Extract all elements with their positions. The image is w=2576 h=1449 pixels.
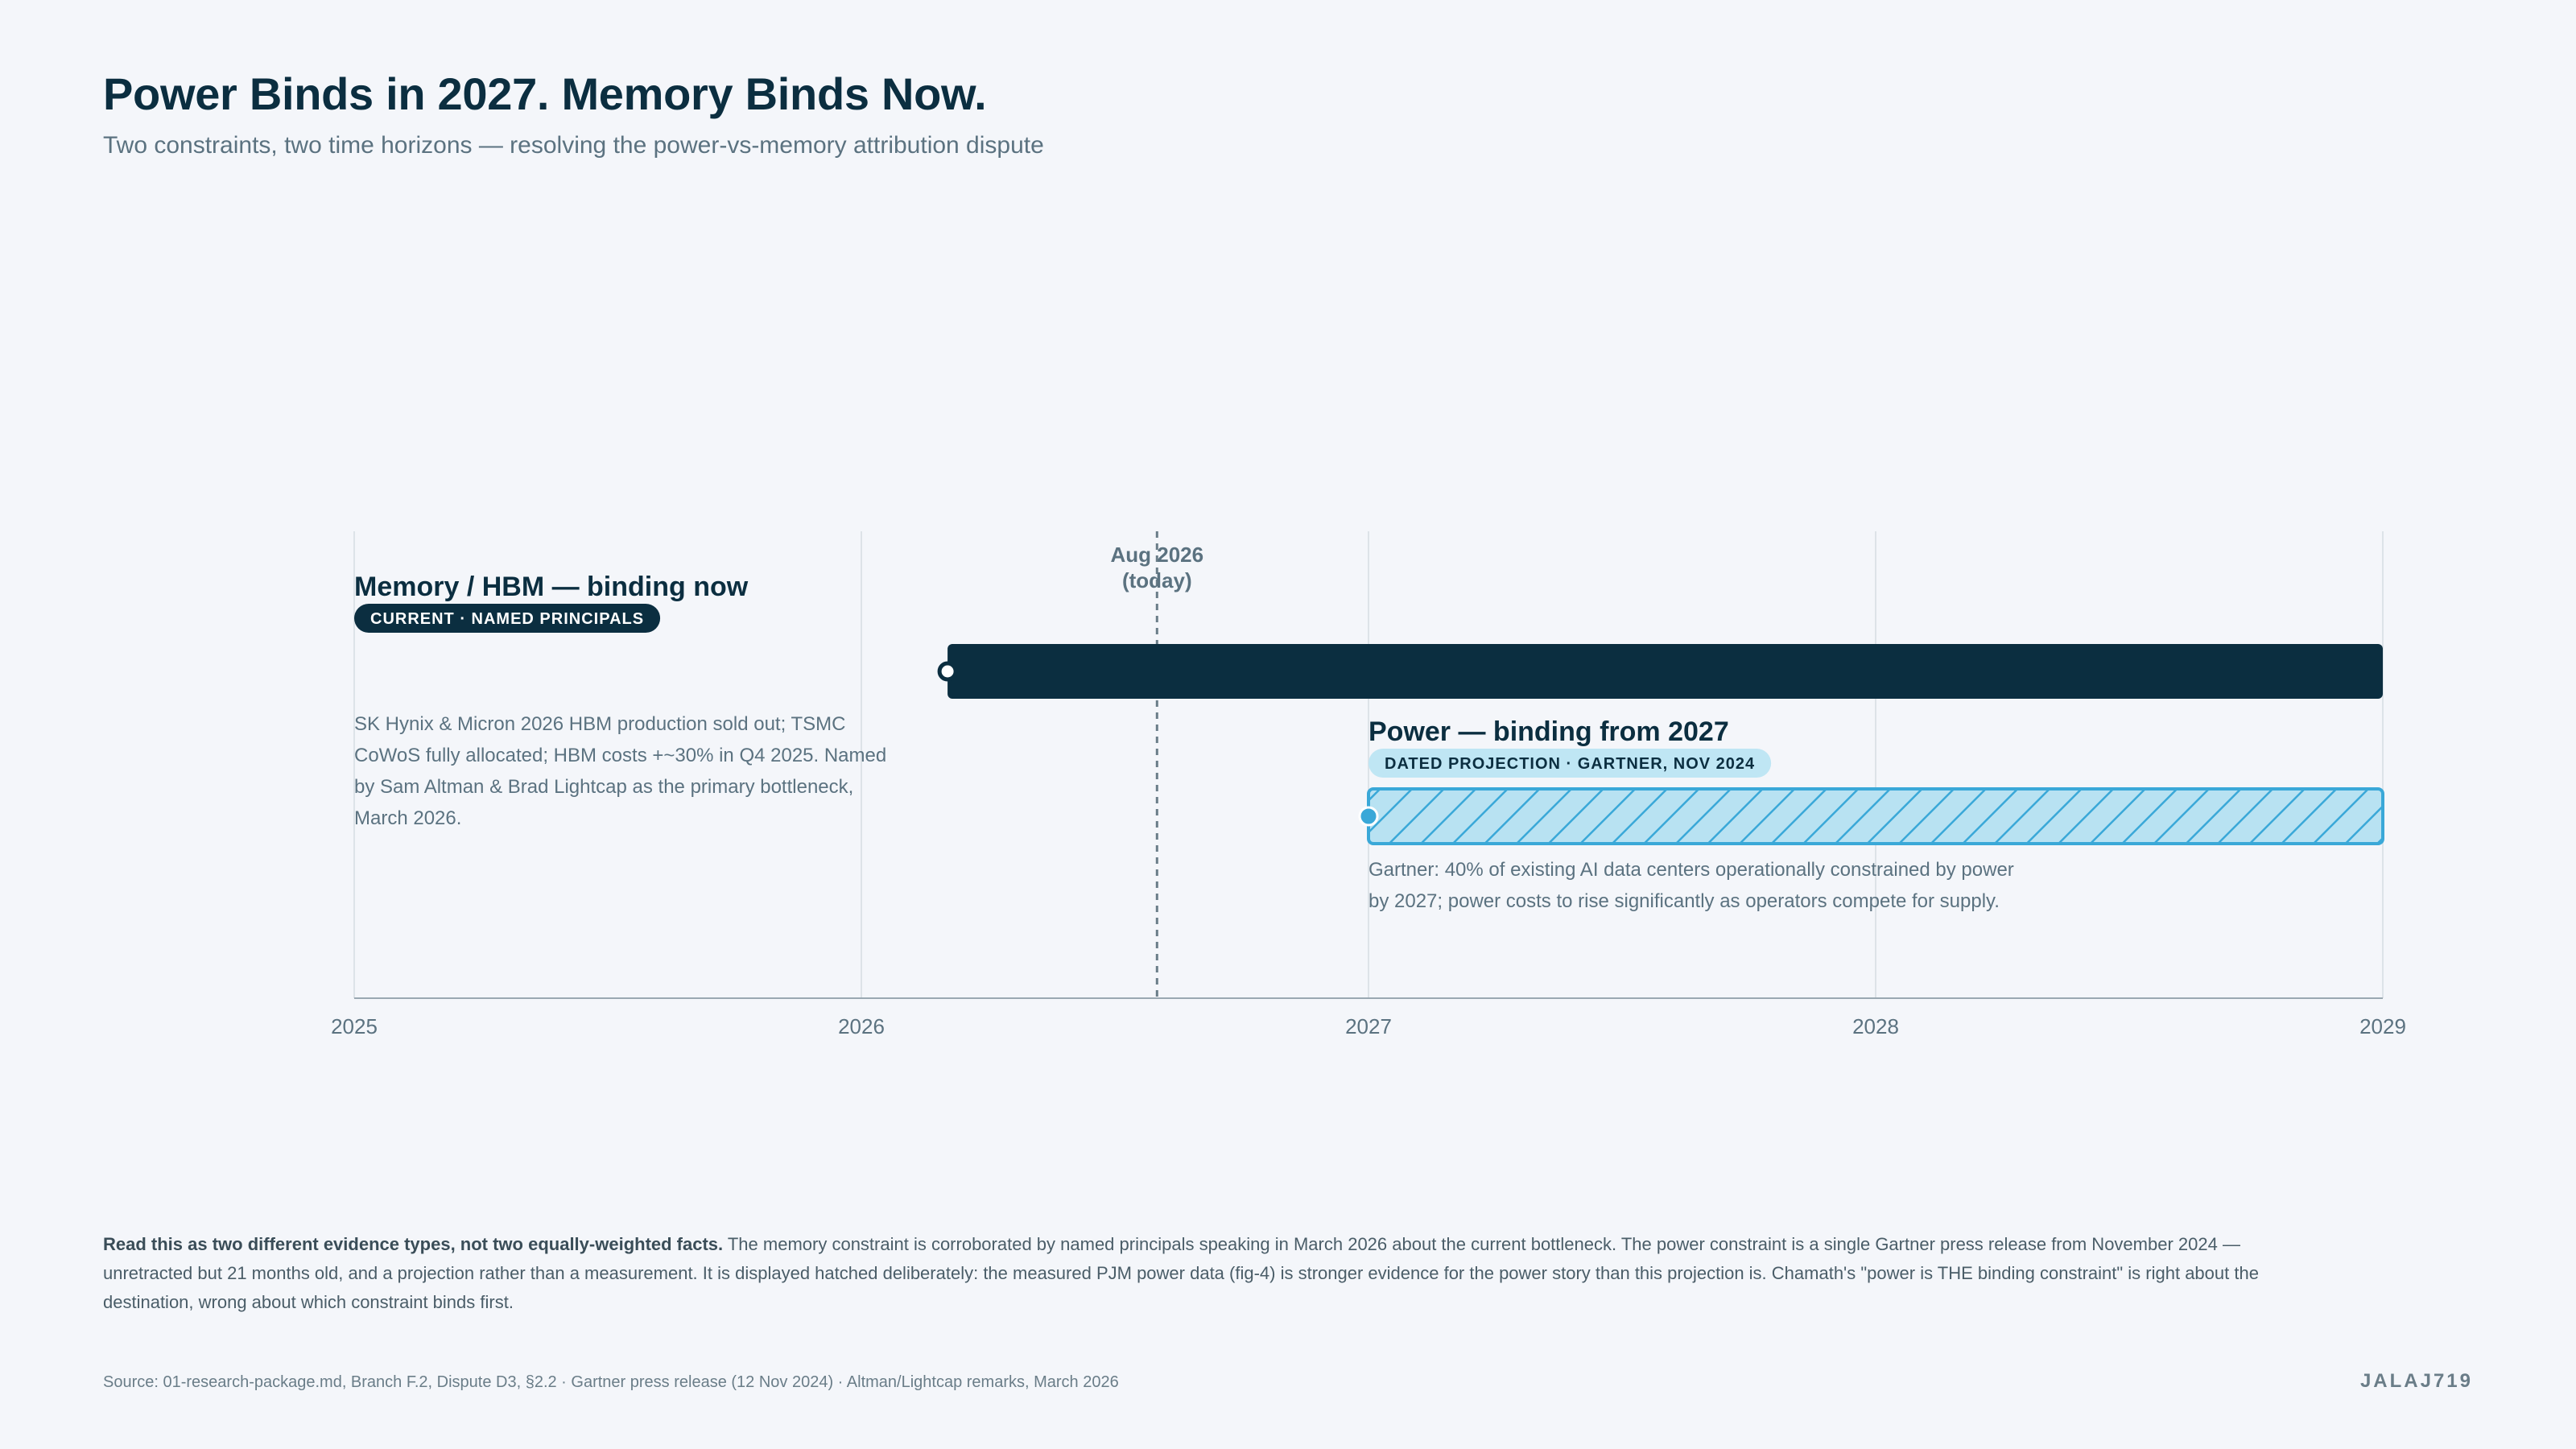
brand-mark: JALAJ719 <box>2359 1370 2473 1392</box>
tick-label-2027: 2027 <box>1345 1014 1392 1038</box>
tick-label-2026: 2026 <box>838 1014 885 1038</box>
memory-tag-text: CURRENT · NAMED PRINCIPALS <box>370 610 645 628</box>
memory-bar <box>947 644 2383 699</box>
source-note: Source: 01-research-package.md, Branch F.2, Dispute D3, §2.2 · Gartner press release (12 Nov 2024) · Altman/Lightcap remarks, March 2026 <box>103 1373 1119 1391</box>
memory-start-marker <box>939 663 956 679</box>
memory-description: SK Hynix & Micron 2026 HBM production sold out; TSMC CoWoS fully allocated; HBM costs +~30% in Q4 2025. Named by Sam Altman & Brad Lightcap as the primary bottleneck, March 2026. <box>354 713 887 829</box>
power-bar-title: Power — binding from 2027 <box>1368 716 1729 747</box>
page-subtitle: Two constraints, two time horizons — resolving the power-vs-memory attribution dispute <box>103 132 1044 159</box>
today-label-today: (today) <box>1121 568 1192 592</box>
memory-bar-title: Memory / HBM — binding now <box>354 572 749 602</box>
power-description: Gartner: 40% of existing AI data centers operationally constrained by power by 2027; power costs to rise significantly as operators compete for supply. <box>1368 859 2014 912</box>
power-tag-text: DATED PROJECTION · GARTNER, NOV 2024 <box>1385 755 1756 773</box>
page-title: Power Binds in 2027. Memory Binds Now. <box>103 68 987 119</box>
tick-label-2029: 2029 <box>2359 1014 2406 1038</box>
footnote-lead: Read this as two different evidence types, not two equally-weighted facts. <box>103 1234 724 1254</box>
today-label-date: Aug 2026 <box>1110 543 1204 567</box>
power-start-marker <box>1360 807 1377 825</box>
tick-label-2025: 2025 <box>331 1014 378 1038</box>
tick-label-2028: 2028 <box>1852 1014 1899 1038</box>
footnote-body: The memory constraint is corroborated by named principals speaking in March 2026 about the current bottleneck. The power constraint is a single Gartner press release from November 2024 — unretracted but 21 months old, and a projection rather than a measurement. It is displayed hatched deliberately: the measured PJM power data (fig-4) is stronger evidence for the power story than this projection is. Chamath's "power is THE binding constraint" is right about the destination, wrong about which constraint binds first. <box>103 1234 2259 1312</box>
footnote <box>103 1230 2325 1317</box>
power-bar <box>1368 789 2383 844</box>
